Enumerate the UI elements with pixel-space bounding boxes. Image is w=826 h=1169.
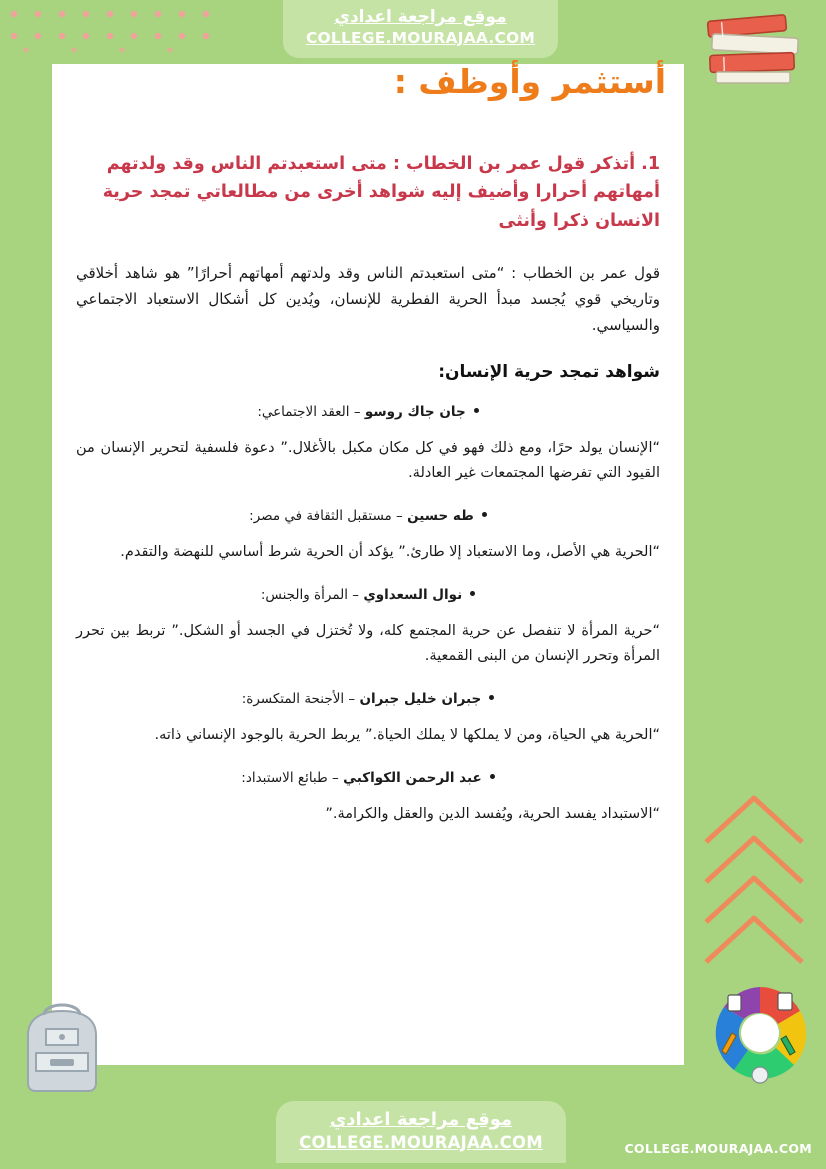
source-quote: “الحرية هي الأصل، وما الاستعباد إلا طارئ.” يؤكد أن الحرية شرط أساسي للنهضة والتقدم. [120,544,660,561]
list-item [76,691,660,707]
source-quote: “حرية المرأة لا تنفصل عن حرية المجتمع كله، ولا تُختزل في الجسد أو الشكل.” تربط بين تحرر المرأة وتحرر الإنسان من البنى القمعية. [76,623,660,665]
backpack-icon [6,1001,118,1097]
page-border-left [0,0,52,1169]
document-content [52,150,684,849]
books-icon [700,10,812,88]
list-item [76,508,660,524]
source-quote: “الإنسان يولد حرًا، ومع ذلك فهو في كل مكان مكبل بالأغلال.” دعوة فلسفية لتحرير الإنسان من القيود التي تفرضها المجتمعات غير العادلة. [76,440,660,482]
bullet-icon [490,774,495,779]
list-item [76,770,660,786]
source-quote: “الاستبداد يفسد الحرية، ويُفسد الدين والعقل والكرامة.” [325,806,660,823]
header-site-url: COLLEGE.MOURAJAA.COM [305,29,536,48]
source-work: – مستقبل الثقافة في مصر: [249,508,403,525]
source-author: طه حسين [407,508,474,525]
bullet-icon [482,512,487,517]
source-author: جبران خليل جبران [359,691,482,708]
source-author: عبد الرحمن الكواكبي [343,770,482,787]
list-item [76,404,660,420]
source-work: – العقد الاجتماعي: [257,404,361,421]
source-work: – المرأة والجنس: [260,587,360,604]
footer-corner-url: COLLEGE.MOURAJAA.COM [624,1141,812,1156]
source-quote: “الحرية هي الحياة، ومن لا يملكها لا يملك الحياة.” يربط الحرية بالوجود الإنساني ذاته. [154,727,660,744]
question-text: 1. أتذكر قول عمر بن الخطاب : متى استعبدتم الناس وقد ولدتهم أمهاتهم أحرارا وأضيف إليه شواهد أخرى من مطالعاتي تمجد حرية الانسان ذكرا وأنثى [102,154,660,231]
source-work: – الأجنحة المتكسرة: [241,691,356,708]
list-item [76,587,660,603]
dotted-pattern-icon [6,6,232,54]
page-title: أستثمر وأوظف : [393,62,666,101]
answer-intro-paragraph: قول عمر بن الخطاب : “متى استعبدتم الناس وقد ولدتهم أمهاتهم أحرارًا” هو شاهد أخلاقي وتاريخي قوي يُجسد مبدأ الحرية الفطرية للإنسان، ويُدين كل أشكال الاستعباد الاجتماعي والسياسي. [76,264,660,334]
source-work: – طبائع الاستبداد: [241,770,339,787]
bullet-icon [470,591,475,596]
bullet-icon [489,695,494,700]
school-supplies-circle-icon [704,977,816,1089]
bullet-icon [474,408,479,413]
header-site-name-ar: موقع مراجعة اعدادي [334,7,507,27]
footer-site-url: COLLEGE.MOURAJAA.COM [299,1132,543,1152]
source-author: نوال السعداوي [363,587,463,604]
sources-list [76,404,660,827]
footer-site-badge [276,1101,566,1163]
footer-site-name-ar: موقع مراجعة اعدادي [329,1109,513,1130]
section-heading: شواهد تمجد حرية الإنسان: [438,362,660,383]
source-author: جان جاك روسو [364,404,466,421]
header-site-badge [283,0,558,58]
chevron-arrows-icon [700,790,808,970]
